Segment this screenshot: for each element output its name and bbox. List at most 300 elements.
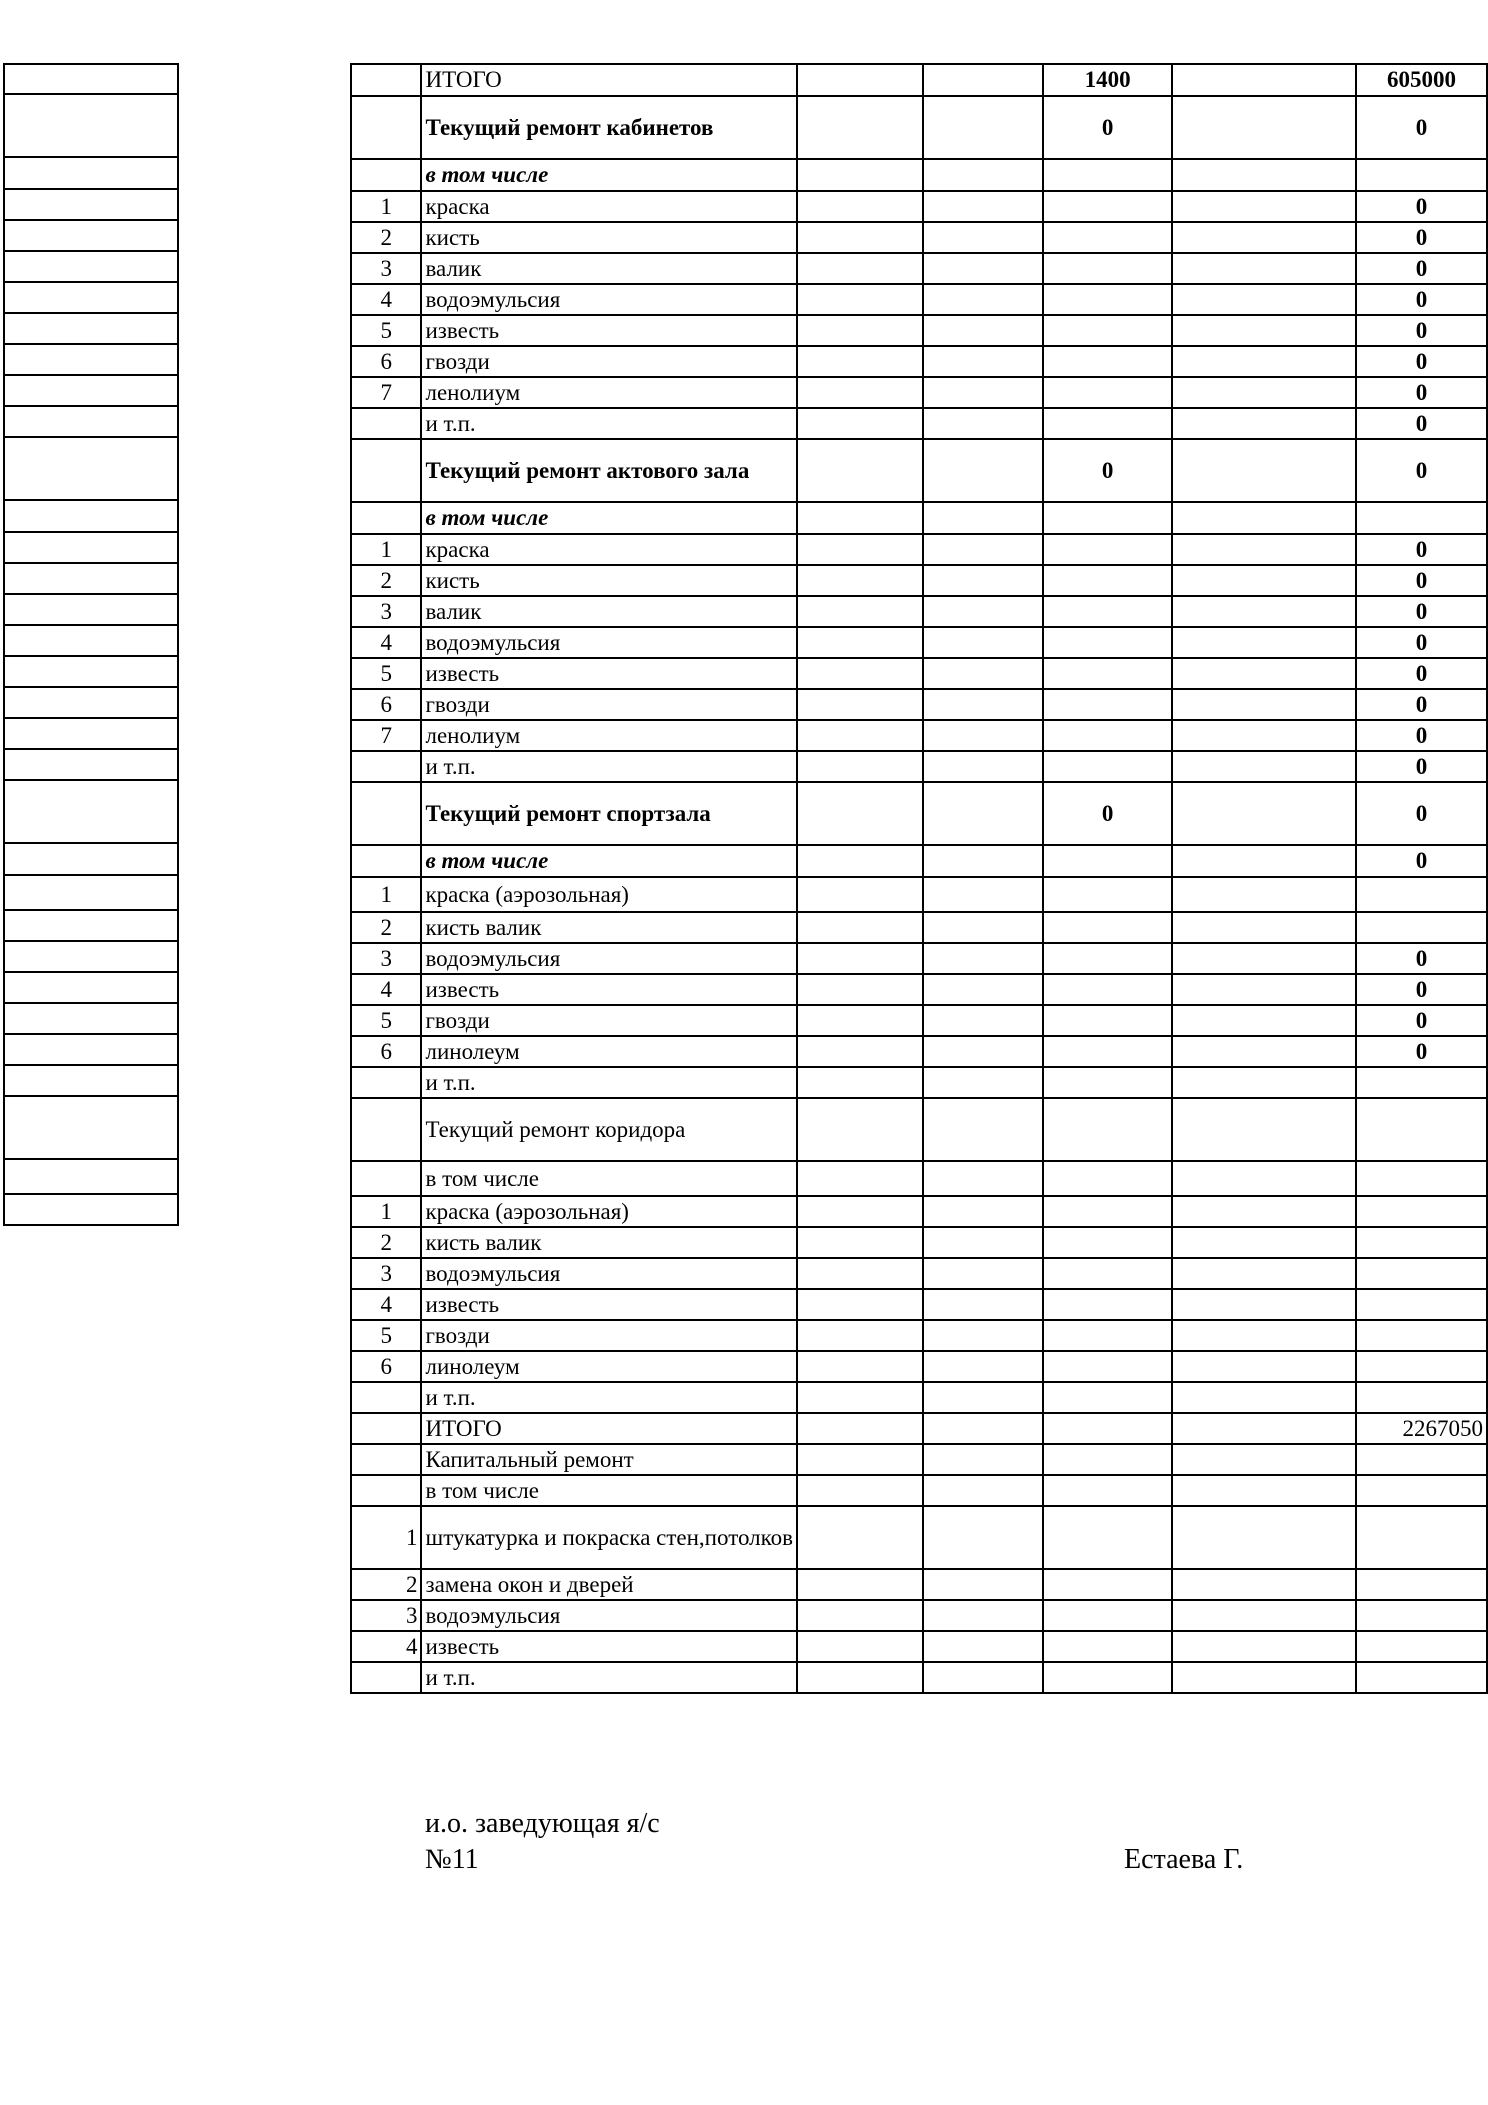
value-cell-c5 [1043, 222, 1172, 253]
value-cell-c4 [923, 943, 1043, 974]
value-cell-c5 [1043, 943, 1172, 974]
table-row [351, 1631, 1487, 1662]
value-cell-c6 [1172, 502, 1356, 534]
value-cell-c4 [923, 782, 1043, 845]
row-number-cell [351, 845, 421, 877]
value-cell-c3 [797, 1161, 923, 1196]
value-cell-c3 [797, 346, 923, 377]
row-number-cell [351, 1475, 421, 1506]
value-cell-c6 [1172, 1258, 1356, 1289]
value-cell-c5: 0 [1043, 782, 1172, 845]
row-number-cell: 7 [351, 720, 421, 751]
left-empty-cell [3, 844, 179, 876]
table-row [351, 502, 1487, 534]
value-cell-c7 [1356, 502, 1487, 534]
value-cell-c4 [923, 845, 1043, 877]
value-cell-c7 [1356, 1506, 1487, 1569]
value-cell-c3 [797, 159, 923, 191]
row-number-cell: 6 [351, 346, 421, 377]
left-empty-cell [3, 438, 179, 501]
table-row [351, 1600, 1487, 1631]
row-name-cell: гвозди [421, 689, 797, 720]
left-empty-cell [3, 688, 179, 719]
table-row [351, 284, 1487, 315]
value-cell-c7: 0 [1356, 96, 1487, 159]
value-cell-c6 [1172, 845, 1356, 877]
left-empty-cell [3, 1195, 179, 1226]
row-number-cell [351, 1444, 421, 1475]
value-cell-c5 [1043, 377, 1172, 408]
row-name-cell: валик [421, 596, 797, 627]
value-cell-c6 [1172, 1506, 1356, 1569]
value-cell-c6 [1172, 64, 1356, 96]
table-row [351, 845, 1487, 877]
value-cell-c6 [1172, 439, 1356, 502]
row-name-cell: водоэмульсия [421, 1258, 797, 1289]
value-cell-c7: 0 [1356, 565, 1487, 596]
value-cell-c3 [797, 565, 923, 596]
value-cell-c5 [1043, 191, 1172, 222]
value-cell-c3 [797, 284, 923, 315]
value-cell-c4 [923, 439, 1043, 502]
value-cell-c5 [1043, 315, 1172, 346]
left-empty-cell [3, 973, 179, 1004]
value-cell-c6 [1172, 782, 1356, 845]
left-empty-cell [3, 376, 179, 407]
value-cell-c3 [797, 439, 923, 502]
value-cell-c7 [1356, 1475, 1487, 1506]
value-cell-c5 [1043, 1351, 1172, 1382]
value-cell-c3 [797, 912, 923, 943]
value-cell-c3 [797, 1005, 923, 1036]
row-name-cell: в том числе [421, 159, 797, 191]
value-cell-c3 [797, 720, 923, 751]
value-cell-c5 [1043, 534, 1172, 565]
value-cell-c7 [1356, 1227, 1487, 1258]
left-empty-cell [3, 95, 179, 158]
value-cell-c4 [923, 1161, 1043, 1196]
row-name-cell: Текущий ремонт актового зала [421, 439, 797, 502]
value-cell-c6 [1172, 720, 1356, 751]
value-cell-c6 [1172, 1600, 1356, 1631]
row-name-cell: замена окон и дверей [421, 1569, 797, 1600]
value-cell-c6 [1172, 253, 1356, 284]
value-cell-c6 [1172, 346, 1356, 377]
value-cell-c4 [923, 502, 1043, 534]
row-name-cell: водоэмульсия [421, 284, 797, 315]
row-number-cell: 2 [351, 1569, 421, 1600]
value-cell-c3 [797, 64, 923, 96]
row-number-cell [351, 502, 421, 534]
row-number-cell: 5 [351, 315, 421, 346]
value-cell-c3 [797, 1036, 923, 1067]
table-row [351, 1005, 1487, 1036]
value-cell-c4 [923, 1506, 1043, 1569]
value-cell-c6 [1172, 1475, 1356, 1506]
value-cell-c3 [797, 1067, 923, 1098]
value-cell-c6 [1172, 377, 1356, 408]
table-row [351, 1444, 1487, 1475]
value-cell-c4 [923, 1600, 1043, 1631]
row-name-cell: линолеум [421, 1351, 797, 1382]
value-cell-c6 [1172, 1351, 1356, 1382]
row-number-cell: 4 [351, 1289, 421, 1320]
row-number-cell: 5 [351, 658, 421, 689]
left-empty-cell [3, 1097, 179, 1160]
table-row [351, 1320, 1487, 1351]
row-name-cell: Текущий ремонт кабинетов [421, 96, 797, 159]
left-empty-column [3, 63, 179, 1226]
table-row [351, 1506, 1487, 1569]
value-cell-c5 [1043, 845, 1172, 877]
value-cell-c4 [923, 315, 1043, 346]
row-name-cell: гвозди [421, 346, 797, 377]
row-number-cell [351, 751, 421, 782]
row-name-cell: водоэмульсия [421, 1600, 797, 1631]
value-cell-c6 [1172, 751, 1356, 782]
value-cell-c7 [1356, 1382, 1487, 1413]
value-cell-c7: 0 [1356, 720, 1487, 751]
table-row [351, 1227, 1487, 1258]
value-cell-c3 [797, 1289, 923, 1320]
value-cell-c6 [1172, 1227, 1356, 1258]
value-cell-c4 [923, 1005, 1043, 1036]
left-empty-cell [3, 657, 179, 688]
left-empty-cell [3, 407, 179, 438]
value-cell-c7: 0 [1356, 596, 1487, 627]
value-cell-c7: 0 [1356, 315, 1487, 346]
table-row [351, 159, 1487, 191]
signer-position-line1: и.о. заведующая я/с [425, 1808, 660, 1839]
value-cell-c6 [1172, 596, 1356, 627]
row-number-cell: 6 [351, 1351, 421, 1382]
value-cell-c3 [797, 974, 923, 1005]
row-number-cell [351, 1067, 421, 1098]
value-cell-c3 [797, 1227, 923, 1258]
row-name-cell: гвозди [421, 1320, 797, 1351]
value-cell-c5 [1043, 284, 1172, 315]
value-cell-c5: 1400 [1043, 64, 1172, 96]
row-name-cell: водоэмульсия [421, 943, 797, 974]
row-name-cell: краска (аэрозольная) [421, 877, 797, 912]
value-cell-c5 [1043, 627, 1172, 658]
value-cell-c6 [1172, 912, 1356, 943]
value-cell-c7 [1356, 159, 1487, 191]
value-cell-c6 [1172, 1067, 1356, 1098]
value-cell-c7: 0 [1356, 346, 1487, 377]
row-number-cell: 5 [351, 1005, 421, 1036]
table-row [351, 974, 1487, 1005]
value-cell-c5 [1043, 1475, 1172, 1506]
row-name-cell: ленолиум [421, 377, 797, 408]
value-cell-c4 [923, 284, 1043, 315]
value-cell-c6 [1172, 1444, 1356, 1475]
value-cell-c4 [923, 596, 1043, 627]
table-row [351, 1098, 1487, 1161]
table-row [351, 1662, 1487, 1693]
value-cell-c3 [797, 222, 923, 253]
row-number-cell: 3 [351, 943, 421, 974]
value-cell-c3 [797, 1320, 923, 1351]
left-empty-cell [3, 501, 179, 533]
value-cell-c5 [1043, 1444, 1172, 1475]
value-cell-c5 [1043, 1662, 1172, 1693]
value-cell-c5 [1043, 1600, 1172, 1631]
value-cell-c3 [797, 627, 923, 658]
value-cell-c7: 0 [1356, 845, 1487, 877]
value-cell-c3 [797, 658, 923, 689]
value-cell-c7: 0 [1356, 751, 1487, 782]
value-cell-c3 [797, 596, 923, 627]
value-cell-c7: 0 [1356, 974, 1487, 1005]
table-row [351, 439, 1487, 502]
table-row [351, 1196, 1487, 1227]
table-row [351, 565, 1487, 596]
value-cell-c4 [923, 1351, 1043, 1382]
value-cell-c4 [923, 346, 1043, 377]
value-cell-c4 [923, 408, 1043, 439]
value-cell-c5 [1043, 159, 1172, 191]
value-cell-c3 [797, 534, 923, 565]
value-cell-c7 [1356, 1351, 1487, 1382]
row-number-cell: 3 [351, 1600, 421, 1631]
value-cell-c4 [923, 1569, 1043, 1600]
row-name-cell: известь [421, 315, 797, 346]
row-name-cell: краска [421, 534, 797, 565]
row-number-cell: 1 [351, 877, 421, 912]
value-cell-c6 [1172, 1662, 1356, 1693]
table-row [351, 1351, 1487, 1382]
value-cell-c7: 0 [1356, 191, 1487, 222]
left-empty-cell [3, 1066, 179, 1097]
value-cell-c7 [1356, 1258, 1487, 1289]
value-cell-c4 [923, 1413, 1043, 1444]
value-cell-c7: 0 [1356, 439, 1487, 502]
value-cell-c4 [923, 565, 1043, 596]
value-cell-c7 [1356, 1444, 1487, 1475]
value-cell-c6 [1172, 943, 1356, 974]
value-cell-c6 [1172, 1098, 1356, 1161]
left-empty-cell [3, 876, 179, 911]
table-row [351, 222, 1487, 253]
table-row [351, 877, 1487, 912]
row-name-cell: в том числе [421, 845, 797, 877]
value-cell-c5 [1043, 877, 1172, 912]
value-cell-c6 [1172, 222, 1356, 253]
value-cell-c3 [797, 1475, 923, 1506]
value-cell-c6 [1172, 96, 1356, 159]
value-cell-c4 [923, 1631, 1043, 1662]
value-cell-c5 [1043, 1227, 1172, 1258]
value-cell-c4 [923, 912, 1043, 943]
row-number-cell [351, 64, 421, 96]
value-cell-c4 [923, 1258, 1043, 1289]
row-name-cell: известь [421, 974, 797, 1005]
value-cell-c5 [1043, 974, 1172, 1005]
value-cell-c6 [1172, 1569, 1356, 1600]
table-row [351, 253, 1487, 284]
value-cell-c3 [797, 1258, 923, 1289]
table-row [351, 1036, 1487, 1067]
left-empty-cell [3, 345, 179, 376]
value-cell-c3 [797, 689, 923, 720]
value-cell-c7: 0 [1356, 408, 1487, 439]
value-cell-c4 [923, 1067, 1043, 1098]
table-row [351, 782, 1487, 845]
row-name-cell: известь [421, 1631, 797, 1662]
value-cell-c6 [1172, 627, 1356, 658]
value-cell-c3 [797, 191, 923, 222]
value-cell-c3 [797, 377, 923, 408]
signer-name: Естаева Г. [1124, 1844, 1244, 1875]
row-number-cell: 6 [351, 689, 421, 720]
left-empty-cell [3, 221, 179, 252]
value-cell-c6 [1172, 315, 1356, 346]
table-row [351, 408, 1487, 439]
value-cell-c5 [1043, 1631, 1172, 1662]
row-name-cell: в том числе [421, 1161, 797, 1196]
value-cell-c3 [797, 408, 923, 439]
left-empty-cell [3, 190, 179, 221]
table-row [351, 346, 1487, 377]
left-empty-cell [3, 911, 179, 942]
row-number-cell: 2 [351, 1227, 421, 1258]
table-row [351, 1258, 1487, 1289]
table-row [351, 627, 1487, 658]
row-name-cell: штукатурка и покраска стен,потолков [421, 1506, 797, 1569]
table-row [351, 315, 1487, 346]
row-name-cell: в том числе [421, 502, 797, 534]
row-number-cell [351, 1662, 421, 1693]
value-cell-c6 [1172, 658, 1356, 689]
row-number-cell [351, 159, 421, 191]
table-row [351, 191, 1487, 222]
row-number-cell: 1 [351, 191, 421, 222]
row-number-cell: 4 [351, 627, 421, 658]
value-cell-c5 [1043, 1196, 1172, 1227]
row-name-cell: кисть валик [421, 912, 797, 943]
row-name-cell: кисть [421, 565, 797, 596]
value-cell-c3 [797, 845, 923, 877]
value-cell-c5 [1043, 751, 1172, 782]
value-cell-c5 [1043, 1258, 1172, 1289]
row-name-cell: Текущий ремонт спортзала [421, 782, 797, 845]
row-number-cell [351, 1161, 421, 1196]
value-cell-c4 [923, 1382, 1043, 1413]
value-cell-c6 [1172, 191, 1356, 222]
value-cell-c6 [1172, 689, 1356, 720]
row-name-cell: ИТОГО [421, 64, 797, 96]
left-empty-cell [3, 1035, 179, 1066]
value-cell-c6 [1172, 1196, 1356, 1227]
value-cell-c4 [923, 1098, 1043, 1161]
left-empty-cell [3, 252, 179, 283]
row-number-cell [351, 408, 421, 439]
value-cell-c5: 0 [1043, 96, 1172, 159]
repair-budget-table [350, 63, 1488, 1694]
table-row [351, 689, 1487, 720]
left-empty-cell [3, 942, 179, 973]
value-cell-c5 [1043, 1289, 1172, 1320]
value-cell-c4 [923, 1320, 1043, 1351]
value-cell-c6 [1172, 159, 1356, 191]
value-cell-c4 [923, 1196, 1043, 1227]
value-cell-c6 [1172, 1036, 1356, 1067]
row-number-cell: 6 [351, 1036, 421, 1067]
row-name-cell: Текущий ремонт коридора [421, 1098, 797, 1161]
value-cell-c3 [797, 1600, 923, 1631]
value-cell-c6 [1172, 1161, 1356, 1196]
left-empty-cell [3, 283, 179, 314]
value-cell-c5 [1043, 253, 1172, 284]
value-cell-c4 [923, 1444, 1043, 1475]
value-cell-c3 [797, 315, 923, 346]
value-cell-c5 [1043, 1320, 1172, 1351]
value-cell-c7: 0 [1356, 782, 1487, 845]
value-cell-c4 [923, 222, 1043, 253]
value-cell-c3 [797, 502, 923, 534]
value-cell-c7: 0 [1356, 627, 1487, 658]
value-cell-c3 [797, 1098, 923, 1161]
row-name-cell: краска (аэрозольная) [421, 1196, 797, 1227]
table-row [351, 64, 1487, 96]
value-cell-c5 [1043, 720, 1172, 751]
value-cell-c3 [797, 1196, 923, 1227]
left-empty-cell [3, 626, 179, 657]
value-cell-c7 [1356, 1662, 1487, 1693]
table-row [351, 534, 1487, 565]
value-cell-c3 [797, 943, 923, 974]
value-cell-c4 [923, 534, 1043, 565]
value-cell-c6 [1172, 1320, 1356, 1351]
value-cell-c7: 0 [1356, 284, 1487, 315]
value-cell-c4 [923, 1662, 1043, 1693]
value-cell-c7: 0 [1356, 534, 1487, 565]
value-cell-c4 [923, 877, 1043, 912]
value-cell-c3 [797, 1351, 923, 1382]
value-cell-c7: 0 [1356, 689, 1487, 720]
row-number-cell: 1 [351, 1196, 421, 1227]
value-cell-c3 [797, 96, 923, 159]
value-cell-c5 [1043, 596, 1172, 627]
row-name-cell: водоэмульсия [421, 627, 797, 658]
value-cell-c7 [1356, 1196, 1487, 1227]
value-cell-c6 [1172, 1382, 1356, 1413]
value-cell-c5 [1043, 1569, 1172, 1600]
value-cell-c3 [797, 877, 923, 912]
row-name-cell: и т.п. [421, 1662, 797, 1693]
value-cell-c4 [923, 1227, 1043, 1258]
table-row [351, 96, 1487, 159]
value-cell-c4 [923, 1289, 1043, 1320]
table-row [351, 751, 1487, 782]
left-empty-cell [3, 781, 179, 844]
row-name-cell: Капитальный ремонт [421, 1444, 797, 1475]
row-number-cell: 4 [351, 974, 421, 1005]
table-row [351, 720, 1487, 751]
value-cell-c5 [1043, 1098, 1172, 1161]
value-cell-c4 [923, 159, 1043, 191]
value-cell-c3 [797, 1569, 923, 1600]
table-row [351, 1067, 1487, 1098]
value-cell-c3 [797, 253, 923, 284]
row-number-cell [351, 1413, 421, 1444]
table-body [351, 64, 1487, 1693]
value-cell-c4 [923, 191, 1043, 222]
value-cell-c3 [797, 782, 923, 845]
value-cell-c7 [1356, 1320, 1487, 1351]
value-cell-c3 [797, 1631, 923, 1662]
